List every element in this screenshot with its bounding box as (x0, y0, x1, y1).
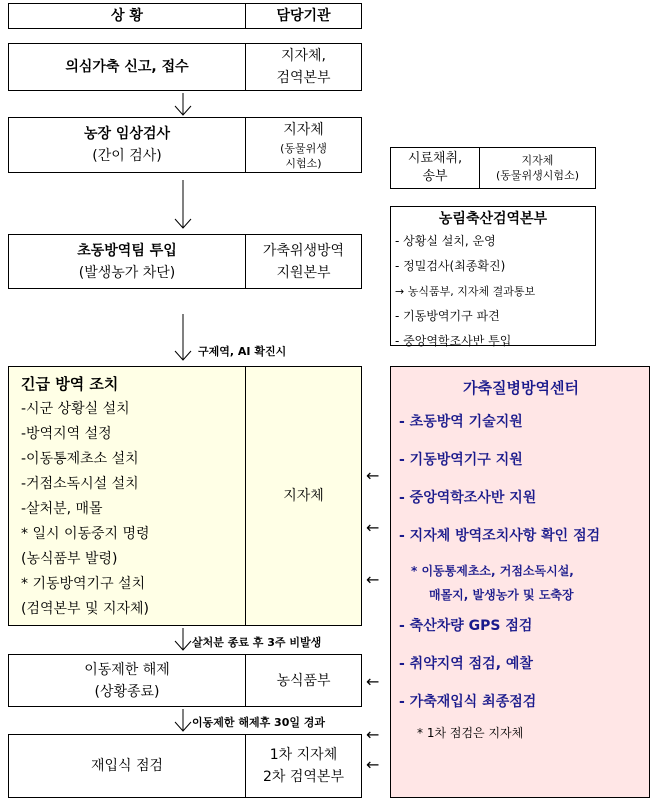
center-box-title: 가축질병방역센터 (463, 379, 579, 397)
center-box-item: - 기동방역기구 지원 (399, 452, 523, 468)
sample-box-right-2: (동물위생시험소) (496, 169, 579, 182)
emergency-item: -시군 상황실 설치 (21, 401, 130, 417)
step-release-agency: 농식품부 (276, 672, 331, 689)
step-clinical-agency-3: 시험소) (285, 157, 322, 170)
arrow-down-icon (172, 709, 194, 733)
arrow-left-icon: ← (366, 725, 380, 744)
sample-box-right-1: 지자체 (521, 154, 554, 167)
step-restock-agency-2: 2차 검역본부 (263, 769, 344, 785)
qia-box-item: - 상황실 설치, 운영 (395, 234, 496, 248)
step-clinical-agency-1: 지자체 (283, 122, 324, 138)
step-clinical-title: 농장 임상검사 (83, 126, 171, 142)
arrow-left-icon: ← (366, 672, 380, 691)
header-situation: 상 황 (111, 8, 143, 24)
step-emergency (8, 366, 362, 626)
step-restock-agency-1: 1차 지자체 (269, 747, 338, 763)
arrow-left-icon: ← (366, 518, 380, 537)
header-row (8, 3, 362, 29)
step-release-sub: (상황종료) (94, 683, 160, 700)
emergency-item: * 일시 이동중지 명령 (21, 526, 150, 542)
arrow-down-icon (172, 628, 194, 652)
condition-confirmed: 구제역, AI 확진시 (198, 345, 287, 358)
center-box-item: - 취약지역 점검, 예찰 (399, 656, 533, 672)
qia-box-item: - 중앙역학조사반 투입 (395, 334, 512, 348)
emergency-item: -살처분, 매몰 (21, 501, 103, 517)
center-box-item: - 지자체 방역조치사항 확인 점검 (399, 528, 601, 544)
emergency-item: -이동통제초소 설치 (21, 451, 139, 467)
step-initial-team-agency-1: 가축위생방역 (262, 242, 345, 259)
step-initial-team-agency-2: 지원본부 (276, 264, 331, 281)
center-box (390, 366, 650, 798)
arrow-left-icon: ← (366, 570, 380, 589)
arrow-down-icon (172, 180, 194, 230)
step-release-title: 이동제한 해제 (84, 661, 170, 678)
step-report (8, 43, 362, 91)
step-report-situation: 의심가축 신고, 접수 (65, 59, 189, 75)
condition-culling-end: 살처분 종료 후 3주 비발생 (192, 636, 322, 649)
center-box-note: 매몰지, 발생농가 및 도축장 (429, 588, 574, 602)
step-release (8, 654, 362, 707)
emergency-item: -방역지역 설정 (21, 426, 112, 442)
qia-box-title: 농림축산검역본부 (438, 211, 548, 227)
emergency-item: * 기동방역기구 설치 (21, 576, 146, 592)
step-clinical (8, 117, 362, 173)
center-box-item: - 축산차량 GPS 점검 (399, 618, 533, 634)
emergency-item: (검역본부 및 지자체) (21, 601, 150, 617)
center-box-item: - 초동방역 기술지원 (399, 414, 523, 430)
step-clinical-sub: (간이 검사) (92, 148, 162, 164)
qia-box (390, 206, 596, 346)
step-clinical-agency-2: (동물위생 (280, 142, 327, 155)
step-initial-team (8, 234, 362, 289)
emergency-item: (농식품부 발령) (21, 551, 118, 567)
arrow-left-icon: ← (366, 755, 380, 774)
sample-box-left-1: 시료채취, (407, 151, 463, 166)
step-emergency-title: 긴급 방역 조치 (21, 375, 119, 393)
center-box-footnote: * 1차 점검은 지자체 (417, 726, 524, 740)
step-initial-team-title: 초동방역팀 투입 (77, 242, 177, 259)
sample-box-left-2: 송부 (422, 169, 448, 184)
arrow-left-icon: ← (366, 466, 380, 485)
qia-box-item: - 기동방역기구 파견 (395, 309, 500, 323)
center-box-item: - 가축재입식 최종점검 (399, 694, 537, 710)
center-box-note: * 이동통제초소, 거점소독시설, (411, 564, 574, 578)
sample-box (390, 147, 596, 189)
qia-box-item: - 정밀검사(최종확진) (395, 259, 506, 273)
qia-box-item: → 농식품부, 지자체 결과통보 (395, 285, 536, 298)
emergency-item: -거점소독시설 설치 (21, 476, 139, 492)
arrow-down-icon (172, 93, 194, 117)
arrow-down-icon (172, 314, 194, 362)
step-restock (8, 734, 362, 798)
step-restock-title: 재입식 점검 (90, 758, 164, 774)
step-initial-team-sub: (발생농가 차단) (78, 264, 176, 281)
step-report-agency-1: 지자체, (280, 48, 327, 64)
step-report-agency-2: 검역본부 (276, 70, 331, 86)
condition-30days: 이동제한 해제후 30일 경과 (192, 716, 326, 729)
step-emergency-agency: 지자체 (283, 488, 324, 504)
header-agency: 담당기관 (276, 8, 331, 24)
center-box-item: - 중앙역학조사반 지원 (399, 490, 537, 506)
